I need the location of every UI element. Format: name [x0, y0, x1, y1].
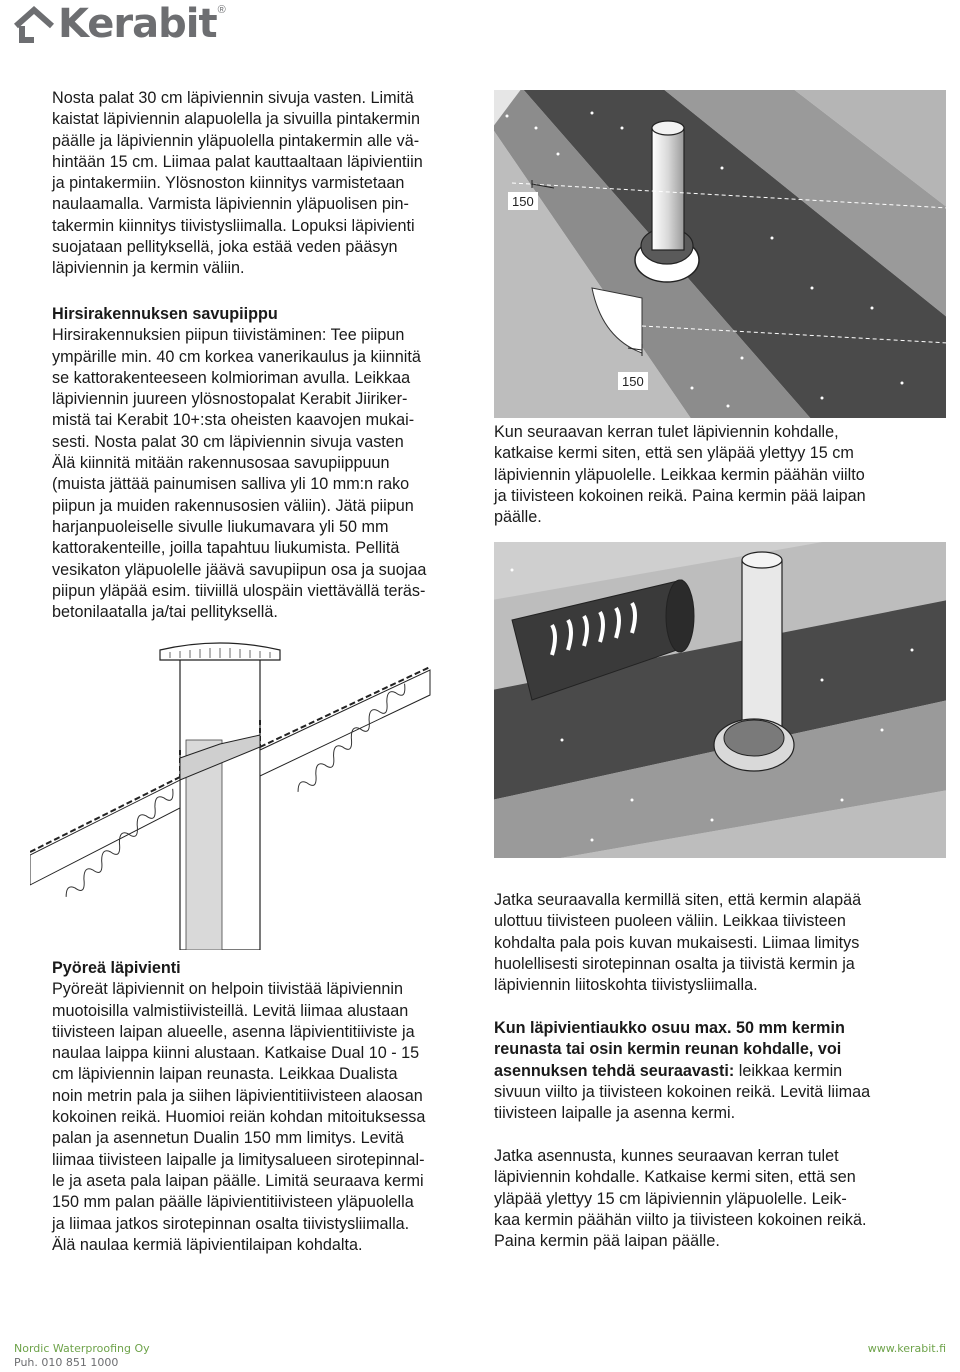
- text-line: huolellisesti sirotepinnan osalta ja tiivistä kermin ja: [494, 954, 855, 973]
- text-line: ja liimaa jatkos sirotepinnan osalta tiivistysliimalla.: [52, 1214, 410, 1233]
- text-line: kohdalta pala pois kuvan mukaisesti. Liimaa limitys: [494, 933, 860, 952]
- text-line: cm läpiviennin laipan reunasta. Leikkaa Dualista: [52, 1065, 398, 1084]
- text-line: päälle ja läpiviennin yläpuolella pintakermin alle vä-: [52, 131, 420, 150]
- text-line: harjanpuoleiselle sivulle liukumavara yli 50 mm: [52, 517, 389, 536]
- text-line: kattorakenteille, joilla tapahtuu liukumista. Pellitä: [52, 539, 400, 558]
- pipe-on-roof-illustration: [492, 88, 948, 420]
- text-line: noin metrin pala ja siihen läpivientitiivisteen alaosan: [52, 1086, 423, 1105]
- text-line: kaistat läpiviennin alapuolella ja sivuilla pintakermin: [52, 110, 421, 129]
- text-line: piipun ja muiden rakennusosien väliin). Jätä piipun: [52, 496, 414, 515]
- text-line: hintään 15 cm. Liimaa palat kauttaaltaan läpivientiin: [52, 152, 423, 171]
- registered-mark: ®: [217, 4, 226, 16]
- text-block-edge-case: [494, 1018, 934, 1124]
- bold-line: reunasta tai osin kermin reunan kohdalle, voi: [494, 1040, 842, 1059]
- text-line: Hirsirakennuksien piipun tiivistäminen: Tee piipun: [52, 326, 405, 345]
- chimney-section-illustration: [30, 640, 450, 950]
- text-line: naulaa laippa kiinni alustaan. Katkaise Dual 10 - 15: [52, 1044, 420, 1063]
- bold-line: asennuksen tehdä seuraavasti:: [494, 1061, 735, 1080]
- text-line: tiivisteen laipalle ja asenna kermi.: [494, 1104, 736, 1123]
- text-line: Paina kermin pää laipan päälle.: [494, 1232, 720, 1251]
- text-block-next-course: [494, 422, 934, 528]
- text-line: Kun seuraavan kerran tulet läpiviennin kohdalle,: [494, 423, 839, 441]
- text-line: läpiviennin kohdalle. Katkaise kermi siten, että sen: [494, 1168, 856, 1187]
- text-line: suojataan pellityksellä, joka estää veden pääsyn: [52, 238, 398, 257]
- text-line: betonilaatalla ja/tai pellityksellä.: [52, 603, 278, 622]
- text-line: Älä naulaa kermiä läpivientilaipan kohdalta.: [52, 1235, 363, 1254]
- text-block-chimney: [52, 304, 482, 623]
- text-line: Älä kiinnitä mitään rakennusosaa savupiippuun: [52, 454, 390, 473]
- text-line: le ja aseta pala laipan päälle. Limitä seuraava kermi: [52, 1171, 424, 1190]
- text-line: päälle.: [494, 508, 542, 527]
- section-heading: Hirsirakennuksen savupiippu: [52, 305, 278, 323]
- text-line: takermin kiinnitys tiivistysliimalla. Lopuksi läpivienti: [52, 216, 415, 235]
- text-line: vesikaton yläpuolelle jäävä savupiipun osa ja suojaa: [52, 560, 427, 579]
- text-line: palan ja asennetun Dualin 150 mm limitys. Levitä: [52, 1129, 404, 1148]
- website-link[interactable]: www.kerabit.fi: [867, 1342, 946, 1355]
- bold-line: Kun läpivientiaukko osuu max. 50 mm kermin: [494, 1019, 845, 1037]
- text-line: läpiviennin liitoskohta tiivistysliimalla.: [494, 976, 758, 995]
- text-line: ja pintakermiin. Ylösnoston kiinnitys varmistetaan: [52, 174, 405, 193]
- text-line: ulottuu tiivisteen puoleen väliin. Leikkaa tiivisteen: [494, 912, 846, 931]
- text-line: Pyöreät läpiviennit on helpoin tiivistää läpiviennin: [52, 980, 403, 999]
- text-line: läpiviennin juureen ylösnostopalat Kerabit Jiiriker-: [52, 390, 408, 409]
- text-line: 150 mm palan päälle läpivientitiivisteen yläpuolella: [52, 1193, 414, 1212]
- text-block-intro: [52, 88, 482, 280]
- text-line: ympärille min. 40 cm korkea vanerikaulus ja kiinnitä: [52, 347, 421, 366]
- brand-name: Kerabit: [58, 1, 217, 47]
- text-line: liimaa tiivisteen laipalle ja limitysalueen sirotepinnal-: [52, 1150, 425, 1169]
- text-line: Jatka asennusta, kunnes seuraavan kerran tulet: [494, 1147, 839, 1165]
- round-penetration-illustration: [492, 540, 948, 860]
- text-line: naulaamalla. Varmista läpiviennin yläpuolisen pin-: [52, 195, 409, 214]
- text-line: (muista jättää painumisen salliva yli 10 mm:n rako: [52, 475, 410, 494]
- section-heading: Pyöreä läpivienti: [52, 959, 181, 977]
- text-line: läpiviennin yläpuolelle. Leikkaa kermin päähän viilto: [494, 465, 865, 484]
- text-line: se kattorakenteeseen kolmioriman avulla. Leikkaa: [52, 368, 411, 387]
- dimension-label-bottom: 150: [622, 374, 644, 389]
- text-line: yläpää ylettyy 15 cm läpiviennin yläpuolelle. Leik-: [494, 1189, 847, 1208]
- kerabit-logo: [12, 2, 226, 46]
- text-inline: leikkaa kermin: [734, 1061, 843, 1080]
- company-name: Nordic Waterproofing Oy: [14, 1342, 150, 1355]
- dimension-label-top: 150: [512, 194, 534, 209]
- text-line: ja tiivisteen kokoinen reikä. Paina kermin pää laipan: [494, 486, 866, 505]
- text-line: Nosta palat 30 cm läpiviennin sivuja vasten. Limitä: [52, 89, 414, 107]
- text-line: läpiviennin ja kermin väliin.: [52, 259, 245, 278]
- text-line: tiivisteen laipan alueelle, asenna läpivientitiiviste ja: [52, 1022, 415, 1041]
- text-block-round-penetration: [52, 958, 482, 1256]
- text-line: kokoinen reikä. Huomioi reiän kohdan mitoituksessa: [52, 1108, 426, 1127]
- text-block-finish: [494, 1146, 934, 1252]
- text-line: mistä tai Kerabit 10+:sta oheisten kaavojen mukai-: [52, 411, 415, 430]
- text-block-continue: [494, 890, 934, 996]
- footer-company: [14, 1342, 150, 1370]
- company-phone: Puh. 010 851 1000: [14, 1356, 119, 1369]
- text-line: piipun yläpää esim. tiiviillä ulospäin viettävällä teräs-: [52, 581, 426, 600]
- text-line: sesti. Nosta palat 30 cm läpiviennin sivuja vasten: [52, 432, 404, 451]
- text-line: kaa kermin päähän viilto ja tiivisteen kokoinen reikä.: [494, 1210, 867, 1229]
- text-line: muotoisilla valmistiivisteillä. Levitä liimaa alustaan: [52, 1001, 409, 1020]
- text-line: sivuun viilto ja tiivisteen kokoinen reikä. Levitä liimaa: [494, 1082, 871, 1101]
- house-roof-icon: [12, 4, 56, 44]
- text-line: Jatka seuraavalla kermillä siten, että kermin alapää: [494, 891, 862, 909]
- text-line: katkaise kermi siten, että sen yläpää ylettyy 15 cm: [494, 444, 854, 463]
